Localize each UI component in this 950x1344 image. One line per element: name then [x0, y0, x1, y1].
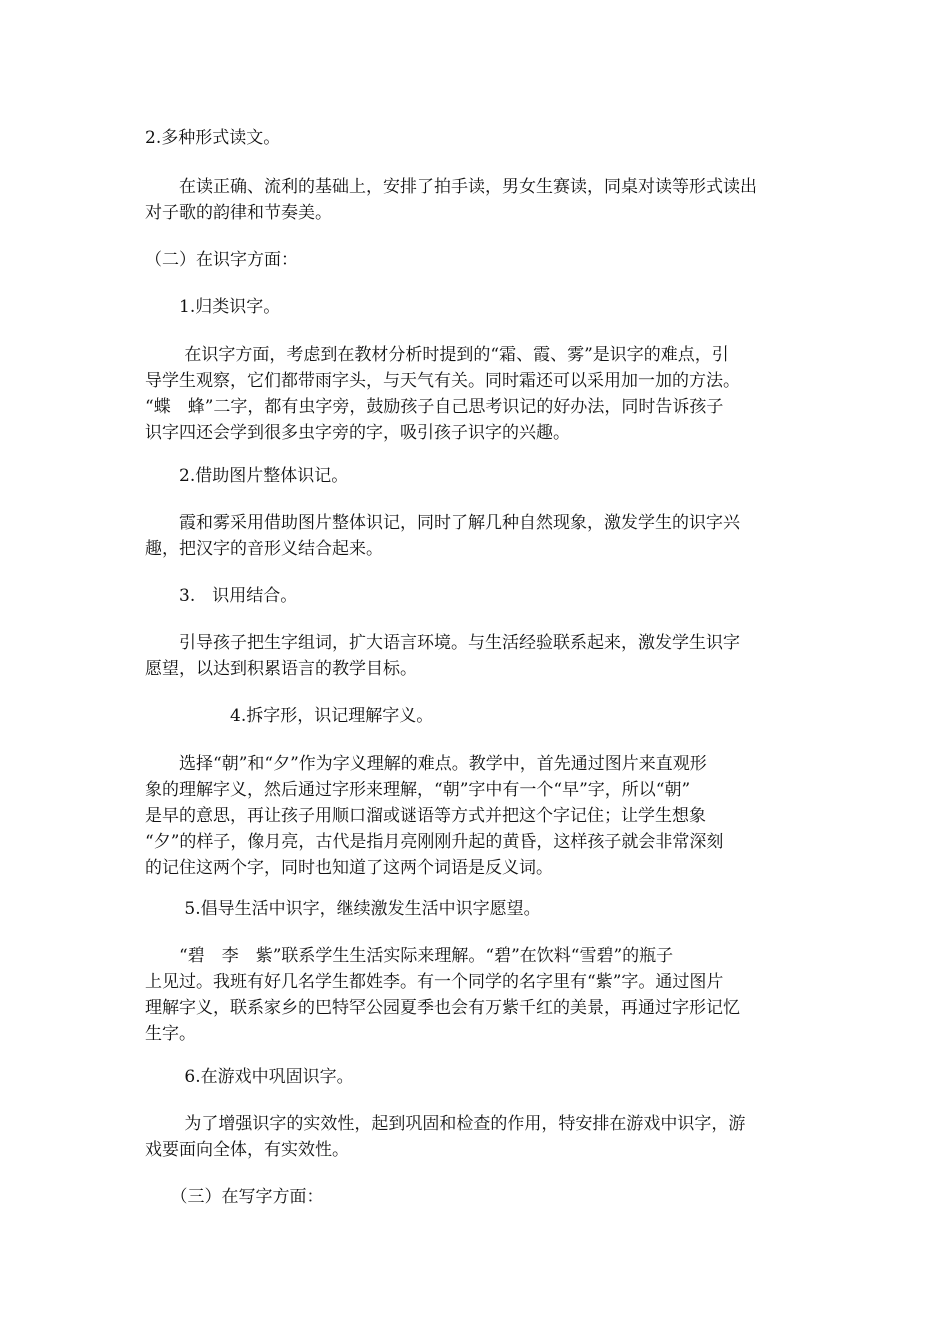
paragraph-split-glyph [145, 751, 815, 881]
text-line: 的记住这两个字，同时也知道了这两个词语是反义词。 [145, 858, 553, 878]
text-line: 选择“朝”和“夕”作为字义理解的难点。教学中，首先通过图片来直观形 [145, 754, 707, 774]
text-line: 戏要面向全体，有实效性。 [145, 1140, 349, 1160]
heading-split-glyph [145, 703, 815, 729]
text-line: 是早的意思，再让孩子用顺口溜或谜语等方式并把这个字记住；让学生想象 [145, 806, 706, 826]
heading-daily-life-literacy [145, 896, 815, 922]
text-line: 愿望，以达到积累语言的教学目标。 [145, 659, 417, 679]
text-line: 上见过。我班有好几名学生都姓李。有一个同学的名字里有“紫”字。通过图片 [145, 972, 724, 992]
heading-recognize-use [145, 583, 815, 609]
text-line: 对子歌的韵律和节奏美。 [145, 203, 332, 223]
text-line: 生字。 [145, 1024, 196, 1044]
heading-game-literacy [145, 1064, 815, 1090]
text-line: 5.倡导生活中识字，继续激发生活中识字愿望。 [145, 899, 541, 919]
text-line: “碧 李 紫”联系学生生活实际来理解。“碧”在饮料“雪碧”的瓶子 [145, 946, 674, 966]
text-line: 引导孩子把生字组词，扩大语言环境。与生活经验联系起来，激发学生识字 [145, 633, 740, 653]
text-line: “夕”的样子，像月亮，古代是指月亮刚刚升起的黄昏，这样孩子就会非常深刻 [145, 832, 724, 852]
text-line: 在识字方面，考虑到在教材分析时提到的“霜、霞、雾”是识字的难点，引 [145, 345, 729, 365]
paragraph-game [145, 1111, 815, 1163]
paragraph-recognize-use [145, 630, 815, 682]
text-line: 趣，把汉字的音形义结合起来。 [145, 539, 383, 559]
text-line: 识字四还会学到很多虫字旁的字，吸引孩子识字的兴趣。 [145, 423, 570, 443]
text-line: 霞和雾采用借助图片整体识记，同时了解几种自然现象，激发学生的识字兴 [145, 513, 740, 533]
section-heading-literacy [145, 247, 815, 273]
text-line: 6.在游戏中巩固识字。 [145, 1067, 354, 1087]
text-line: 象的理解字义，然后通过字形来理解，“朝”字中有一个“早”字，所以“朝” [145, 780, 691, 800]
text-line: 理解字义，联系家乡的巴特罕公园夏季也会有万紫千红的美景，再通过字形记忆 [145, 998, 740, 1018]
text-line: 2.借助图片整体识记。 [145, 466, 349, 486]
paragraph-categorized [145, 342, 815, 446]
paragraph-picture-memory [145, 510, 815, 562]
text-line: 1.归类识字。 [145, 297, 281, 317]
text-line: （三）在写字方面： [145, 1187, 324, 1207]
paragraph-reading [145, 174, 815, 226]
text-line: 2.多种形式读文。 [145, 128, 281, 148]
heading-categorized-literacy [145, 294, 815, 320]
text-line: 为了增强识字的实效性，起到巩固和检查的作用，特安排在游戏中识字，游 [145, 1114, 746, 1134]
text-line: 4.拆字形，识记理解字义。 [145, 706, 434, 726]
heading-picture-memory [145, 463, 815, 489]
paragraph-daily-life [145, 943, 815, 1047]
heading-reading-forms [145, 125, 815, 151]
text-line: （二）在识字方面： [145, 250, 298, 270]
text-line: 在读正确、流利的基础上，安排了拍手读，男女生赛读，同桌对读等形式读出 [145, 177, 757, 197]
text-line: 3. 识用结合。 [145, 586, 298, 606]
text-line: 导学生观察，它们都带雨字头，与天气有关。同时霜还可以采用加一加的方法。 [145, 371, 740, 391]
section-heading-writing [145, 1184, 815, 1210]
text-line: “蝶 蜂”二字，都有虫字旁，鼓励孩子自己思考识记的好办法，同时告诉孩子 [145, 397, 724, 417]
